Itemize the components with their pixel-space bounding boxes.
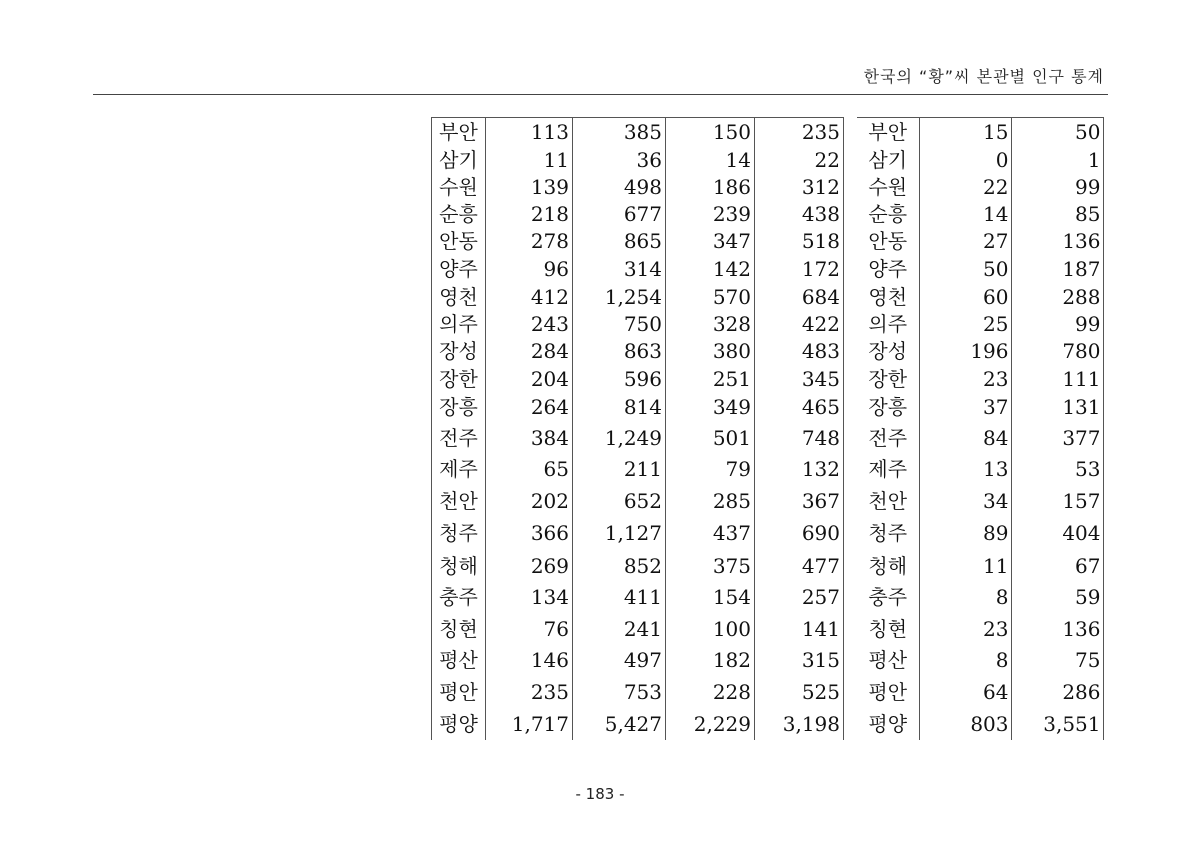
table-cell: 132 <box>755 454 844 485</box>
table-cell: 228 <box>666 676 755 708</box>
table-cell: 438 <box>755 201 844 228</box>
table-cell: 865 <box>573 228 666 255</box>
table-cell: 375 <box>666 550 755 582</box>
table-cell: 64 <box>919 676 1011 708</box>
table-cell: 202 <box>486 485 573 517</box>
row-label: 칭현 <box>432 613 486 645</box>
table-cell: 14 <box>919 201 1011 228</box>
row-label: 충주 <box>868 585 908 609</box>
table-cell: 411 <box>573 582 666 613</box>
table-row <box>857 676 1103 708</box>
row-label: 안동 <box>432 228 486 255</box>
table-cell: 377 <box>1011 422 1103 454</box>
table-cell: 186 <box>666 174 755 201</box>
table-cell: 780 <box>1011 338 1103 365</box>
table-cell: 11 <box>486 146 573 174</box>
table-cell: 204 <box>486 365 573 393</box>
row-label: 삼기 <box>868 147 908 172</box>
table-cell: 187 <box>1011 255 1103 283</box>
table-row <box>857 311 1103 338</box>
table-cell: 285 <box>666 485 755 517</box>
row-label: 순흥 <box>432 201 486 228</box>
table-cell: 50 <box>1011 118 1103 146</box>
table-row <box>857 582 1103 613</box>
table-row <box>857 118 1103 146</box>
row-label: 순흥 <box>868 202 908 226</box>
table-cell: 1,717 <box>486 708 573 740</box>
table-cell: 139 <box>486 174 573 201</box>
row-label: 청해 <box>868 553 908 578</box>
table-cell: 525 <box>755 676 844 708</box>
table-cell: 76 <box>486 613 573 645</box>
table-cell: 753 <box>573 676 666 708</box>
table-cell: 79 <box>666 454 755 485</box>
table-cell: 328 <box>666 311 755 338</box>
table-cell: 34 <box>919 485 1011 517</box>
table-cell: 23 <box>919 613 1011 645</box>
row-label: 부안 <box>432 118 486 146</box>
table-cell: 60 <box>919 283 1011 311</box>
row-label: 삼기 <box>432 146 486 174</box>
table-row <box>857 338 1103 365</box>
table-row <box>432 174 844 201</box>
table-row <box>432 201 844 228</box>
table-row <box>857 550 1103 582</box>
row-label: 의주 <box>868 312 908 336</box>
row-label: 제주 <box>868 457 908 481</box>
page-number: - 183 - <box>575 785 625 803</box>
table-cell: 852 <box>573 550 666 582</box>
table-row <box>857 228 1103 255</box>
table-cell: 288 <box>1011 283 1103 311</box>
row-label: 청해 <box>432 550 486 582</box>
table-row <box>857 645 1103 676</box>
table-row <box>857 174 1103 201</box>
table-cell: 1,127 <box>573 517 666 550</box>
table-cell: 89 <box>919 517 1011 550</box>
table-row <box>432 613 844 645</box>
table-row <box>432 676 844 708</box>
table-row <box>857 365 1103 393</box>
table-cell: 65 <box>486 454 573 485</box>
row-label: 장성 <box>868 339 908 363</box>
table-cell: 284 <box>486 338 573 365</box>
row-label: 장한 <box>432 365 486 393</box>
table-row <box>857 613 1103 645</box>
table-cell: 22 <box>755 146 844 174</box>
table-cell: 25 <box>919 311 1011 338</box>
table-row <box>857 255 1103 283</box>
table-cell: 75 <box>1011 645 1103 676</box>
row-label: 양주 <box>432 255 486 283</box>
table-row <box>857 201 1103 228</box>
table-cell: 196 <box>919 338 1011 365</box>
row-label: 천안 <box>432 485 486 517</box>
row-label: 평산 <box>868 648 908 672</box>
table-cell: 497 <box>573 645 666 676</box>
table-cell: 150 <box>666 118 755 146</box>
table-cell: 241 <box>573 613 666 645</box>
table-row <box>432 393 844 422</box>
row-label: 전주 <box>432 422 486 454</box>
row-label: 의주 <box>432 311 486 338</box>
table-cell: 100 <box>666 613 755 645</box>
table-row <box>432 517 844 550</box>
row-label: 안동 <box>868 229 908 253</box>
table-cell: 53 <box>1011 454 1103 485</box>
table-cell: 99 <box>1011 174 1103 201</box>
table-cell: 23 <box>919 365 1011 393</box>
table-cell: 0 <box>919 146 1011 174</box>
row-label: 칭현 <box>868 616 908 641</box>
row-label: 수원 <box>868 175 908 199</box>
table-row <box>857 454 1103 485</box>
population-table-right <box>857 117 1104 740</box>
table-cell: 257 <box>755 582 844 613</box>
table-cell: 8 <box>919 582 1011 613</box>
table-row <box>432 365 844 393</box>
table-row <box>857 422 1103 454</box>
table-cell: 366 <box>486 517 573 550</box>
table-cell: 134 <box>486 582 573 613</box>
table-cell: 15 <box>919 118 1011 146</box>
table-row <box>432 311 844 338</box>
table-cell: 84 <box>919 422 1011 454</box>
table-cell: 251 <box>666 365 755 393</box>
table-cell: 50 <box>919 255 1011 283</box>
table-cell: 465 <box>755 393 844 422</box>
row-label: 부안 <box>857 118 919 146</box>
row-label: 천안 <box>868 488 908 513</box>
table-cell: 59 <box>1011 582 1103 613</box>
table-row <box>432 255 844 283</box>
row-label: 영천 <box>868 284 908 309</box>
row-label: 영천 <box>432 283 486 311</box>
row-label: 제주 <box>432 454 486 485</box>
table-cell: 437 <box>666 517 755 550</box>
table-cell: 814 <box>573 393 666 422</box>
row-label: 장성 <box>432 338 486 365</box>
row-label: 장흥 <box>868 395 908 419</box>
table-cell: 22 <box>919 174 1011 201</box>
table-row <box>857 485 1103 517</box>
table-cell: 235 <box>755 118 844 146</box>
table-cell: 596 <box>573 365 666 393</box>
row-label: 장흥 <box>432 393 486 422</box>
row-label: 평안 <box>432 676 486 708</box>
table-cell: 131 <box>1011 393 1103 422</box>
row-label: 전주 <box>868 425 908 450</box>
table-cell: 367 <box>755 485 844 517</box>
table-cell: 750 <box>573 311 666 338</box>
table-cell: 748 <box>755 422 844 454</box>
row-label: 평양 <box>432 708 486 740</box>
table-cell: 345 <box>755 365 844 393</box>
population-table-left <box>431 117 844 740</box>
table-cell: 113 <box>486 118 573 146</box>
row-label: 장한 <box>868 366 908 391</box>
table-cell: 182 <box>666 645 755 676</box>
table-cell: 349 <box>666 393 755 422</box>
table-cell: 412 <box>486 283 573 311</box>
table-row <box>432 582 844 613</box>
table-cell: 385 <box>573 118 666 146</box>
table-cell: 315 <box>755 645 844 676</box>
table-row <box>857 283 1103 311</box>
table-cell: 13 <box>919 454 1011 485</box>
table-cell: 111 <box>1011 365 1103 393</box>
table-cell: 2,229 <box>666 708 755 740</box>
table-cell: 803 <box>919 708 1011 740</box>
row-label: 평양 <box>868 711 908 736</box>
table-cell: 483 <box>755 338 844 365</box>
row-label: 양주 <box>868 256 908 281</box>
table-row <box>857 393 1103 422</box>
table-cell: 157 <box>1011 485 1103 517</box>
table-cell: 27 <box>919 228 1011 255</box>
table-row <box>432 485 844 517</box>
table-cell: 142 <box>666 255 755 283</box>
table-cell: 690 <box>755 517 844 550</box>
table-cell: 264 <box>486 393 573 422</box>
table-cell: 314 <box>573 255 666 283</box>
table-cell: 1 <box>1011 146 1103 174</box>
table-cell: 243 <box>486 311 573 338</box>
table-cell: 422 <box>755 311 844 338</box>
table-cell: 146 <box>486 645 573 676</box>
table-cell: 85 <box>1011 201 1103 228</box>
table-cell: 269 <box>486 550 573 582</box>
table-cell: 67 <box>1011 550 1103 582</box>
table-cell: 235 <box>486 676 573 708</box>
table-cell: 141 <box>755 613 844 645</box>
table-cell: 1,249 <box>573 422 666 454</box>
table-cell: 677 <box>573 201 666 228</box>
table-cell: 99 <box>1011 311 1103 338</box>
table-cell: 384 <box>486 422 573 454</box>
table-cell: 286 <box>1011 676 1103 708</box>
table-cell: 498 <box>573 174 666 201</box>
table-cell: 652 <box>573 485 666 517</box>
table-cell: 96 <box>486 255 573 283</box>
table-row <box>432 645 844 676</box>
row-label: 수원 <box>432 174 486 201</box>
table-row <box>432 550 844 582</box>
table-row <box>432 708 844 740</box>
table-cell: 136 <box>1011 228 1103 255</box>
table-cell: 501 <box>666 422 755 454</box>
table-cell: 136 <box>1011 613 1103 645</box>
table-cell: 36 <box>573 146 666 174</box>
table-row <box>857 146 1103 174</box>
row-label: 청주 <box>868 521 908 545</box>
table-row <box>432 422 844 454</box>
table-cell: 3,198 <box>755 708 844 740</box>
table-cell: 863 <box>573 338 666 365</box>
table-row <box>432 283 844 311</box>
table-cell: 570 <box>666 283 755 311</box>
table-cell: 684 <box>755 283 844 311</box>
table-cell: 477 <box>755 550 844 582</box>
table-cell: 3,551 <box>1011 708 1103 740</box>
header-divider <box>93 94 1108 95</box>
table-row <box>432 228 844 255</box>
table-cell: 218 <box>486 201 573 228</box>
table-row <box>857 517 1103 550</box>
row-label: 청주 <box>432 517 486 550</box>
table-row <box>432 338 844 365</box>
table-cell: 37 <box>919 393 1011 422</box>
table-row <box>857 708 1103 740</box>
table-cell: 154 <box>666 582 755 613</box>
table-cell: 518 <box>755 228 844 255</box>
table-row <box>432 454 844 485</box>
table-cell: 404 <box>1011 517 1103 550</box>
table-cell: 380 <box>666 338 755 365</box>
table-cell: 11 <box>919 550 1011 582</box>
table-cell: 5,427 <box>573 708 666 740</box>
row-label: 평산 <box>432 645 486 676</box>
table-cell: 239 <box>666 201 755 228</box>
table-cell: 172 <box>755 255 844 283</box>
table-cell: 8 <box>919 645 1011 676</box>
table-cell: 312 <box>755 174 844 201</box>
table-row <box>432 118 844 146</box>
page-header-title: 한국의 “황”씨 본관별 인구 통계 <box>863 67 1104 86</box>
row-label: 평안 <box>868 679 908 704</box>
table-cell: 1,254 <box>573 283 666 311</box>
table-cell: 14 <box>666 146 755 174</box>
row-label: 충주 <box>432 582 486 613</box>
table-cell: 211 <box>573 454 666 485</box>
table-cell: 278 <box>486 228 573 255</box>
table-cell: 347 <box>666 228 755 255</box>
table-row <box>432 146 844 174</box>
